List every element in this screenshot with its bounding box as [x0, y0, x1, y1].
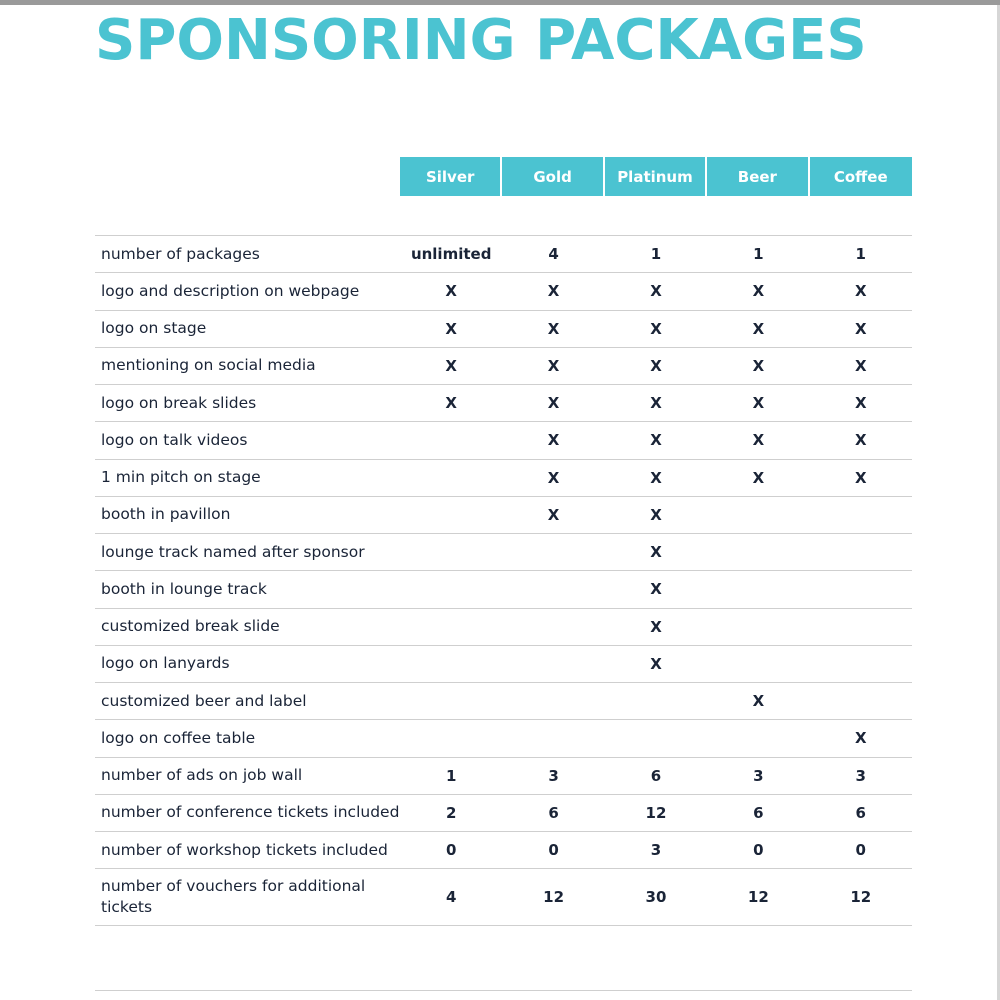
row-label: mentioning on social media: [101, 356, 316, 375]
cell-platinum: X: [650, 580, 662, 599]
cell-silver: 1: [445, 766, 457, 785]
cell-platinum: 6: [650, 766, 662, 785]
table-row: [95, 533, 912, 570]
column-header-beer: Beer: [707, 157, 809, 196]
row-label: logo and description on webpage: [101, 281, 360, 300]
package-header-row: [400, 157, 912, 196]
cell-beer: X: [752, 319, 765, 338]
row-label: logo on talk videos: [101, 430, 248, 449]
table-row: [95, 570, 912, 607]
cell-platinum: X: [650, 394, 662, 413]
column-header-coffee: Coffee: [810, 157, 912, 196]
column-header-gold: Gold: [502, 157, 604, 196]
cell-coffee: X: [854, 356, 867, 375]
row-label: logo on lanyards: [101, 654, 230, 673]
table-row: [95, 831, 912, 868]
cell-coffee: 0: [855, 841, 866, 860]
cell-platinum: 30: [645, 888, 667, 907]
cell-platinum: 1: [650, 245, 662, 264]
table-row: [95, 868, 912, 926]
cell-beer: X: [752, 431, 765, 450]
cell-platinum: X: [650, 319, 662, 338]
cell-beer: 1: [753, 245, 764, 264]
table-row: [95, 608, 912, 645]
cell-coffee: X: [854, 282, 867, 301]
cell-gold: X: [547, 394, 560, 413]
table-row: [95, 496, 912, 533]
cell-coffee: X: [854, 394, 867, 413]
cell-beer: 3: [753, 766, 764, 785]
cell-silver: 2: [445, 803, 457, 822]
cell-silver: unlimited: [410, 245, 492, 264]
cell-coffee: 3: [855, 766, 866, 785]
cell-coffee: 6: [855, 803, 866, 822]
table-row: [95, 794, 912, 831]
packages-table: [95, 235, 912, 926]
table-row: [95, 347, 912, 384]
top-edge: [0, 0, 1000, 5]
cell-platinum: X: [650, 431, 662, 450]
cell-gold: X: [547, 319, 560, 338]
row-label: customized beer and label: [101, 691, 307, 710]
table-row: [95, 719, 912, 756]
cell-beer: 6: [753, 803, 764, 822]
cell-platinum: 3: [650, 841, 662, 860]
row-label: number of vouchers for additional tickets: [101, 877, 366, 917]
bottom-divider: [95, 990, 912, 991]
cell-coffee: X: [854, 729, 867, 748]
cell-beer: X: [752, 394, 765, 413]
cell-silver: X: [445, 282, 457, 301]
cell-gold: 3: [548, 766, 559, 785]
cell-beer: X: [752, 282, 765, 301]
cell-coffee: X: [854, 319, 867, 338]
row-label: lounge track named after sponsor: [101, 542, 365, 561]
row-label: logo on stage: [101, 319, 207, 338]
cell-coffee: X: [854, 468, 867, 487]
cell-beer: 0: [753, 841, 764, 860]
cell-silver: 4: [445, 888, 457, 907]
cell-platinum: X: [650, 468, 662, 487]
row-label: number of packages: [101, 244, 260, 263]
row-label: logo on coffee table: [101, 728, 256, 747]
cell-platinum: X: [650, 282, 662, 301]
cell-beer: X: [752, 468, 765, 487]
cell-beer: X: [752, 692, 765, 711]
cell-gold: X: [547, 282, 560, 301]
table-row: [95, 384, 912, 421]
cell-platinum: X: [650, 505, 662, 524]
table-row: [95, 272, 912, 309]
table-row: [95, 310, 912, 347]
cell-beer: 12: [747, 888, 769, 907]
column-header-silver: Silver: [400, 157, 502, 196]
cell-coffee: X: [854, 431, 867, 450]
cell-gold: X: [547, 356, 560, 375]
cell-platinum: X: [650, 617, 662, 636]
cell-silver: X: [445, 394, 457, 413]
table-row: [95, 757, 912, 794]
row-label: booth in pavillon: [101, 505, 231, 524]
row-label: 1 min pitch on stage: [101, 468, 261, 487]
cell-gold: 12: [543, 888, 565, 907]
cell-gold: 0: [548, 841, 559, 860]
cell-platinum: 12: [645, 803, 667, 822]
cell-gold: X: [547, 468, 560, 487]
table-row: [95, 235, 912, 272]
row-label: customized break slide: [101, 617, 280, 636]
row-label: number of ads on job wall: [101, 766, 303, 785]
cell-silver: 0: [445, 841, 457, 860]
row-label: booth in lounge track: [101, 579, 267, 598]
row-label: number of conference tickets included: [101, 803, 400, 822]
table-row: [95, 682, 912, 719]
table-row: [95, 421, 912, 458]
page-title: SPONSORING PACKAGES: [95, 8, 867, 73]
cell-silver: X: [445, 356, 457, 375]
column-header-platinum: Platinum: [605, 157, 707, 196]
cell-platinum: X: [650, 356, 662, 375]
cell-silver: X: [445, 319, 457, 338]
row-label: number of workshop tickets included: [101, 840, 388, 859]
row-label: logo on break slides: [101, 393, 257, 412]
cell-coffee: 1: [855, 245, 866, 264]
table-row: [95, 645, 912, 682]
cell-platinum: X: [650, 654, 662, 673]
cell-gold: 6: [548, 803, 559, 822]
cell-gold: 4: [548, 245, 559, 264]
cell-gold: X: [547, 431, 560, 450]
cell-platinum: X: [650, 543, 662, 562]
cell-beer: X: [752, 356, 765, 375]
table-row: [95, 459, 912, 496]
cell-gold: X: [547, 505, 560, 524]
cell-coffee: 12: [850, 888, 872, 907]
